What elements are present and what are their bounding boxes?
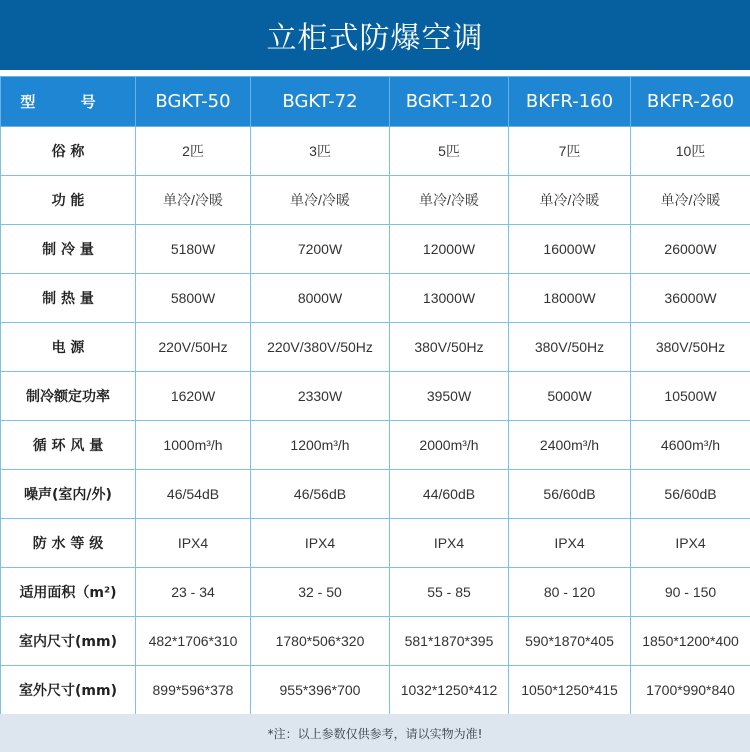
table-cell: 55 - 85 <box>390 568 509 617</box>
footer-note: *注：以上参数仅供参考，请以实物为准! <box>267 726 483 741</box>
row-label: 适用面积（m²) <box>1 568 136 617</box>
row-label: 制 冷 量 <box>1 225 136 274</box>
header-row <box>1 77 750 127</box>
table-row <box>1 127 750 176</box>
table-cell: IPX4 <box>509 519 631 568</box>
row-label: 噪声(室内/外) <box>1 470 136 519</box>
table-cell: 899*596*378 <box>136 666 251 715</box>
table-cell: 220V/50Hz <box>136 323 251 372</box>
table-cell: 380V/50Hz <box>631 323 750 372</box>
table-row <box>1 666 750 715</box>
table-cell: 380V/50Hz <box>509 323 631 372</box>
page-title: 立柜式防爆空调 <box>266 21 484 56</box>
table-cell: 2匹 <box>136 127 251 176</box>
table-row <box>1 323 750 372</box>
table-cell: 13000W <box>390 274 509 323</box>
model-header: BGKT-72 <box>251 77 390 127</box>
table-cell: 2400m³/h <box>509 421 631 470</box>
table-cell: 1000m³/h <box>136 421 251 470</box>
table-cell: 1050*1250*415 <box>509 666 631 715</box>
table-row <box>1 274 750 323</box>
table-cell: 32 - 50 <box>251 568 390 617</box>
table-cell: 16000W <box>509 225 631 274</box>
table-cell: 3匹 <box>251 127 390 176</box>
spec-table-container <box>0 76 750 715</box>
table-cell: 380V/50Hz <box>390 323 509 372</box>
title-banner <box>0 0 750 70</box>
spec-table <box>0 76 750 715</box>
model-header: BGKT-120 <box>390 77 509 127</box>
table-cell: 36000W <box>631 274 750 323</box>
table-row <box>1 519 750 568</box>
header-label: 型 号 <box>1 77 136 127</box>
table-cell: 7200W <box>251 225 390 274</box>
table-cell: 18000W <box>509 274 631 323</box>
table-cell: 5000W <box>509 372 631 421</box>
table-row <box>1 176 750 225</box>
row-label: 防 水 等 级 <box>1 519 136 568</box>
table-cell: 单冷/冷暖 <box>136 176 251 225</box>
model-header: BKFR-260 <box>631 77 750 127</box>
table-cell: 单冷/冷暖 <box>509 176 631 225</box>
table-cell: 单冷/冷暖 <box>390 176 509 225</box>
model-header: BKFR-160 <box>509 77 631 127</box>
table-cell: 90 - 150 <box>631 568 750 617</box>
table-cell: 1032*1250*412 <box>390 666 509 715</box>
table-cell: 5180W <box>136 225 251 274</box>
table-cell: 7匹 <box>509 127 631 176</box>
table-cell: 56/60dB <box>631 470 750 519</box>
table-cell: 46/54dB <box>136 470 251 519</box>
table-cell: 955*396*700 <box>251 666 390 715</box>
row-label: 俗 称 <box>1 127 136 176</box>
table-cell: 12000W <box>390 225 509 274</box>
table-cell: IPX4 <box>251 519 390 568</box>
table-cell: 5匹 <box>390 127 509 176</box>
table-cell: 23 - 34 <box>136 568 251 617</box>
table-cell: 4600m³/h <box>631 421 750 470</box>
table-cell: 10匹 <box>631 127 750 176</box>
table-cell: 10500W <box>631 372 750 421</box>
row-label: 室内尺寸(mm) <box>1 617 136 666</box>
table-row <box>1 568 750 617</box>
table-row <box>1 470 750 519</box>
table-cell: IPX4 <box>631 519 750 568</box>
table-cell: 5800W <box>136 274 251 323</box>
table-cell: 1780*506*320 <box>251 617 390 666</box>
row-label: 制 热 量 <box>1 274 136 323</box>
footer-note-band <box>0 714 750 752</box>
row-label: 循 环 风 量 <box>1 421 136 470</box>
table-row <box>1 617 750 666</box>
table-cell: 220V/380V/50Hz <box>251 323 390 372</box>
row-label: 电 源 <box>1 323 136 372</box>
table-cell: 80 - 120 <box>509 568 631 617</box>
table-cell: 581*1870*395 <box>390 617 509 666</box>
table-cell: 单冷/冷暖 <box>251 176 390 225</box>
table-cell: 56/60dB <box>509 470 631 519</box>
table-cell: IPX4 <box>136 519 251 568</box>
table-cell: 46/56dB <box>251 470 390 519</box>
table-row <box>1 225 750 274</box>
table-cell: IPX4 <box>390 519 509 568</box>
row-label: 制冷额定功率 <box>1 372 136 421</box>
table-cell: 2000m³/h <box>390 421 509 470</box>
row-label: 功 能 <box>1 176 136 225</box>
table-cell: 1850*1200*400 <box>631 617 750 666</box>
row-label: 室外尺寸(mm) <box>1 666 136 715</box>
table-row <box>1 421 750 470</box>
table-cell: 1700*990*840 <box>631 666 750 715</box>
table-cell: 1200m³/h <box>251 421 390 470</box>
table-cell: 3950W <box>390 372 509 421</box>
table-cell: 44/60dB <box>390 470 509 519</box>
table-cell: 8000W <box>251 274 390 323</box>
table-cell: 590*1870*405 <box>509 617 631 666</box>
model-header: BGKT-50 <box>136 77 251 127</box>
table-cell: 2330W <box>251 372 390 421</box>
table-cell: 1620W <box>136 372 251 421</box>
table-cell: 26000W <box>631 225 750 274</box>
table-cell: 单冷/冷暖 <box>631 176 750 225</box>
table-cell: 482*1706*310 <box>136 617 251 666</box>
table-row <box>1 372 750 421</box>
